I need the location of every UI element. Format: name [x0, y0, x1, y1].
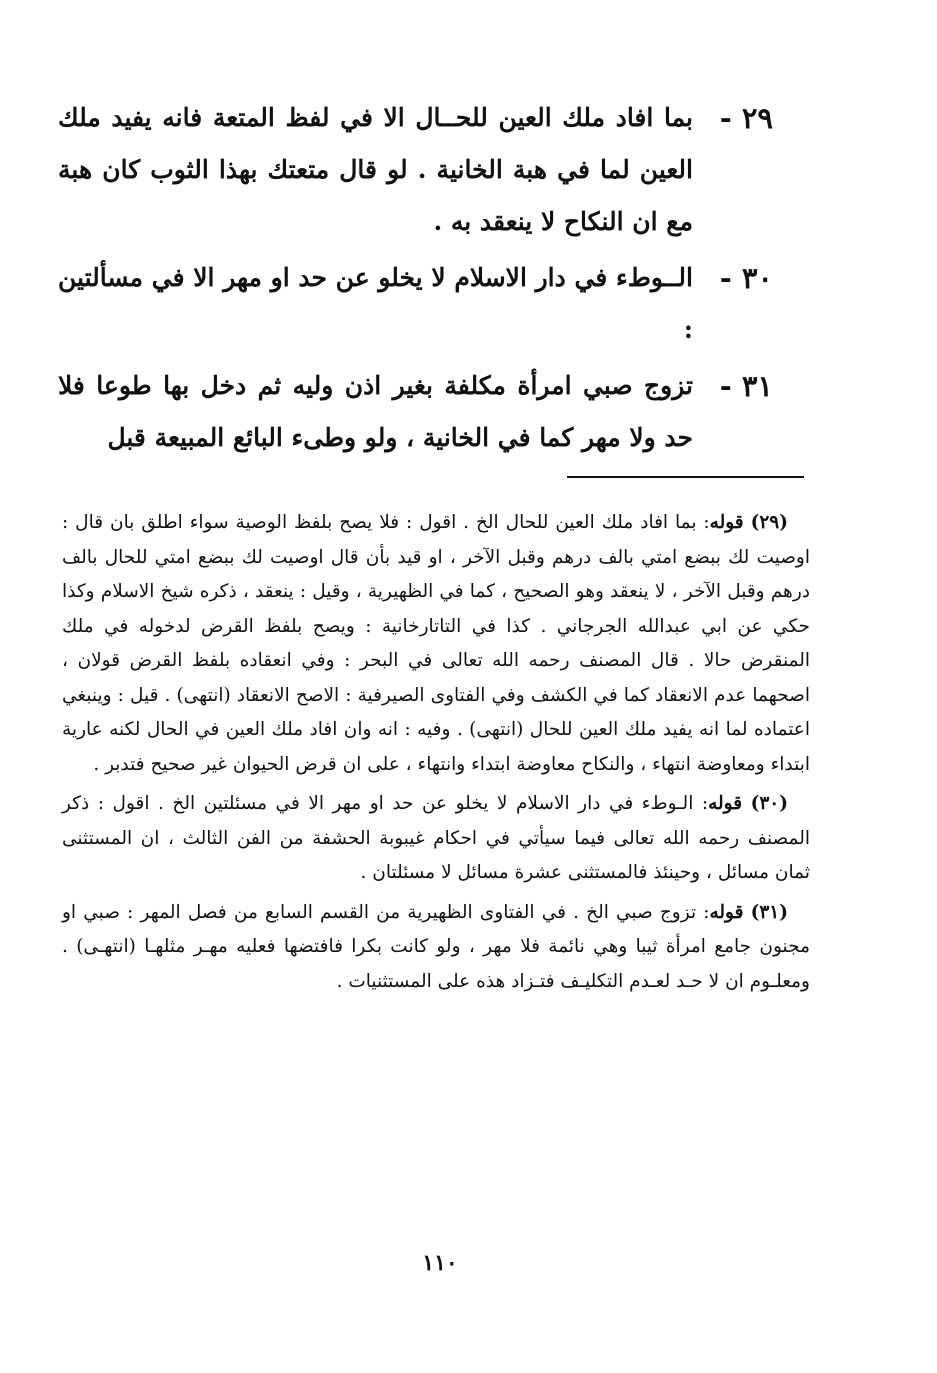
item-text: الــوطء في دار الاسلام لا يخلو عن حد او مهر الا في مسألتين :: [58, 263, 693, 344]
footnote-number: (٣١): [750, 901, 788, 923]
footnotes: [62, 506, 810, 1004]
main-text: [58, 92, 773, 464]
footnote-number: (٢٩): [750, 512, 788, 533]
footnote-text: : بما افاد ملك العين للحال الخ . اقول : فلا يصح بلفظ الوصية سواء اطلق بان قال : اوصيت لك ببضع امتي بالف درهم وقبل الآخر ، او قيد بأن قال اوصيت لك ببضع امتي للحال بالف درهم وقبل الآخر ، لا ينعقد وهو الصحيح ، كما في الظهيرية ، وقيل : ينعقد ، ذكره شيخ الاسلام وكذا حكي عن ابي عبدالله الجرجاني . كذا في التاتارخانية : ويصح بلفظ القرض لدخوله في ملك المنقرض حالا . قال المصنف رحمه الله تعالى في البحر : وفي انعقاده بلفظ القرض قولان ، اصحهما عدم الانعقاد كما في الكشف وفي الفتاوى الصيرفية : الاصح الانعقاد (انتهى) . قيل : وينبغي اعتماده لما انه يفيد ملك العين للحال (انتهى) . وفيه : انه وان افاد ملك العين في الحال لكنه عارية ابتداء ومعاوضة انتهاء ، والنكاح معاوضة ابتداء وانتهاء ، على ان قرض الحيوان غير صحيح فتدبر .: [62, 512, 810, 775]
footnote-29: [62, 506, 810, 782]
page-number: ١١٠: [422, 1250, 458, 1276]
footnote-keyword: قوله: [709, 901, 744, 923]
item-number: ٢٩ -: [719, 101, 773, 135]
numbered-item-29: [58, 92, 773, 248]
numbered-item-30: [58, 252, 773, 356]
item-text: تزوج صبي امرأة مكلفة بغير اذن وليه ثم دخل بها طوعا فلا حد ولا مهر كما في الخانية ، ولو وطىء البائع المبيعة قبل: [58, 371, 693, 452]
footnote-keyword: قوله: [708, 793, 743, 814]
item-text: بما افاد ملك العين للحــال الا في لفظ المتعة فانه يفيد ملك العين لما في هبة الخانية . لو قال متعتك بهذا الثوب كان هبة مع ان النكاح لا ينعقد به .: [58, 103, 693, 236]
item-number: ٣٠ -: [719, 261, 773, 295]
footnote-text: : الـوطء في دار الاسلام لا يخلو عن حد او مهر الا في مسئلتين الخ . اقول : ذكر المصنف رحمه الله تعالى فيما سيأتي في احكام غيبوبة الحشفة من الفن الثالث ، ان المستثنى ثمان مسائل ، وحينئذ فالمستثنى عشرة مسائل لا مسئلتان .: [62, 793, 810, 883]
footnote-text: : تزوج صبي الخ . في الفتاوى الظهيرية من القسم السابع من فصل المهر : صبي او مجنون جامع امرأة ثيبا وهي نائمة فلا مهر ، ولو كانت بكرا فافتضها فعليه مهـر مثلهـا (انتهـى) . ومعلـوم ان لا حـد لعـدم التكليـف فتـزاد هذه على المستثنيات .: [62, 901, 810, 992]
footnote-number: (٣٠): [750, 793, 788, 814]
item-number: ٣١ -: [719, 369, 773, 403]
footnote-divider: [567, 476, 804, 478]
footnote-31: [62, 896, 810, 1000]
footnote-keyword: قوله: [709, 512, 744, 533]
footnote-30: [62, 787, 810, 891]
numbered-item-31: [58, 360, 773, 464]
